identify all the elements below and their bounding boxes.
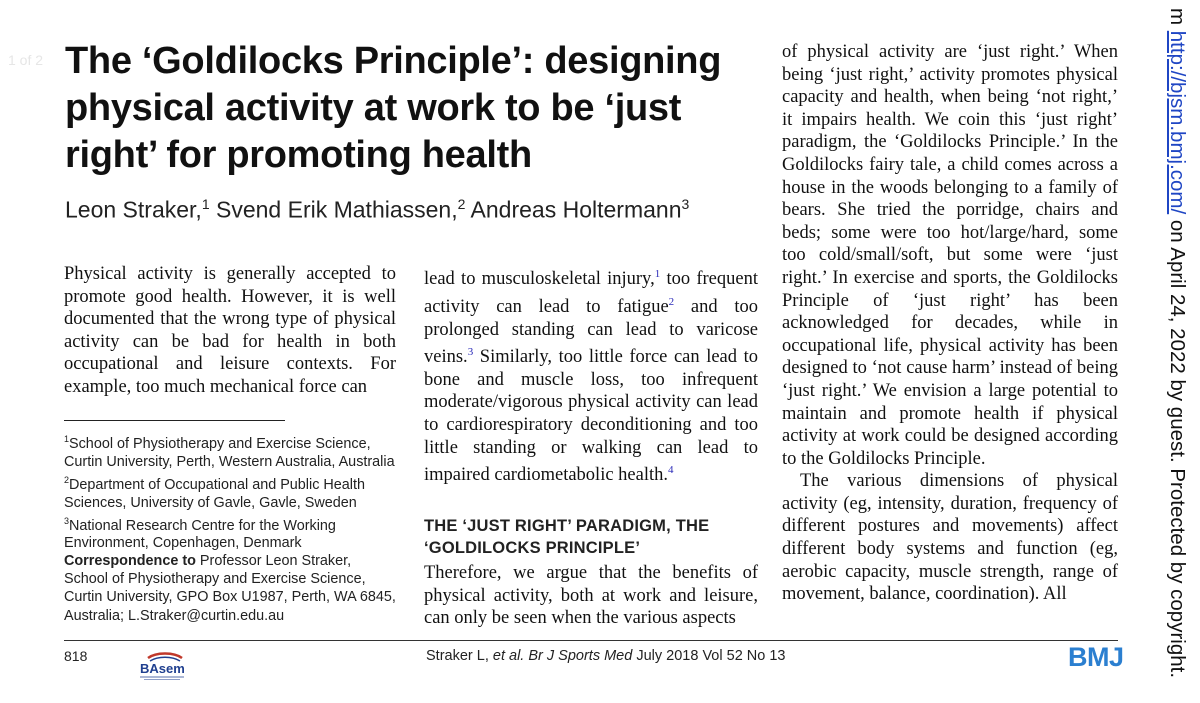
body-paragraph: The various dimensions of physical activity (eg, intensity, duration, frequency of different postures and movements) affect different body systems and function (eg, aerobic capacity, muscle strength, range of movement, balance, coordination). All [782,471,1118,605]
side-copyright-notice [1164,8,1190,679]
bmj-logo: BMJ [1068,642,1124,672]
text-segment: and too prolonged standing can lead to varicose veins. [424,296,758,368]
affiliation-divider [64,420,285,421]
correspondence-label: Correspondence to [64,553,196,569]
affiliation-item [64,512,399,553]
page-indicator: 1 of 2 [8,52,44,68]
body-paragraph: Physical activity is generally accepted to promote good health. However, it is well documented that the wrong type of physical activity can be bad for health in both occupational and leisure contexts. For example, too much mechanical force can [64,264,396,397]
footer-divider [64,640,1118,641]
reference-link[interactable]: 1 [654,268,661,280]
author-list [65,196,689,224]
text-segment: too frequent activity can lead to fatigue [424,269,758,317]
affiliation-text: School of Physiotherapy and Exercise Science, Curtin University, Perth, Western Australia, Australia [64,435,395,470]
reference-link[interactable]: 2 [668,295,675,308]
author-name: Leon Straker, [65,196,202,223]
body-paragraph: Therefore, we argue that the benefits of physical activity, both at work and leisure, can only be seen when the various aspects [424,563,758,629]
author-affiliation-ref: 1 [201,196,210,212]
affiliations [64,430,399,552]
journal-citation [426,648,785,664]
article-title: The ‘Goldilocks Principle’: designing physical activity at work to be ‘just right’ for promoting health [65,40,722,176]
author-affiliation-ref: 3 [681,196,690,212]
body-column-2 [424,263,758,487]
basem-logo [134,652,190,682]
reference-link[interactable]: 4 [668,464,674,477]
basem-logo-text: BAsem [140,661,185,676]
body-column-1 [64,263,396,399]
body-column-3 [782,41,1118,606]
section-body [424,562,758,630]
affiliation-number: 3 [64,515,70,526]
citation-journal: et al. Br J Sports Med [492,648,633,664]
reference-link[interactable]: 3 [467,346,474,359]
citation-issue: July 2018 Vol 52 No 13 [632,648,786,664]
text-segment: lead to musculoskeletal injury, [424,269,655,290]
author-name: Svend Erik Mathiassen, [216,196,458,223]
side-notice-prefix: m [1166,8,1189,31]
journal-url-link[interactable]: http://bjsm.bmj.com/ [1166,30,1189,215]
author-affiliation-ref: 2 [457,196,466,212]
affiliation-text: National Research Centre for the Working Environment, Copenhagen, Denmark [64,517,336,552]
affiliation-number: 2 [64,474,70,485]
section-heading: THE ‘JUST RIGHT’ PARADIGM, THE ‘GOLDILOCKS PRINCIPLE’ [424,517,710,557]
citation-authors: Straker L, [426,648,493,664]
affiliation-item [64,471,399,512]
page-number: 818 [64,648,88,664]
correspondence-block [64,552,399,625]
correspondence-text: Professor Leon Straker, School of Physiotherapy and Exercise Science, Curtin University, GPO Box U1987, Perth, WA 6845, Australia; L.Straker@curtin.edu.au [64,553,396,624]
body-paragraph: of physical activity are ‘just right.’ When being ‘just right,’ activity promotes physical capacity and health, when being ‘not right,’ it impairs health. We coin this ‘just right’ paradigm, the ‘Goldilocks Principle.’ In the Goldilocks fairy tale, a child comes across a house in the woods belonging to a family of bears. She tried the porridge, chairs and beds; some were too hot/large/hard, some too cold/small/soft, but some were ‘just right.’ In exercise and sports, the Goldilocks Principle of ‘just right’ has been acknowledged for decades, while in occupational life, physical activity has been designed to ‘not cause harm’ instead of being ‘just right.’ We envision a large potential to maintain and promote health if physical activity at work could be designed according to the Goldilocks Principle. [782,42,1118,469]
affiliation-number: 1 [64,434,70,444]
side-notice-text: on April 24, 2022 by guest. Protected by copyright. [1166,214,1189,679]
body-paragraph [424,263,758,487]
text-segment: Similarly, too little force can lead to bone and muscle loss, too infrequent moderate/vigorous physical activity can lead to cardiorespiratory deconditioning and too little standing or walking can lead to impaired cardiometabolic health. [424,347,758,486]
affiliation-item [64,430,399,471]
author-name: Andreas Holtermann [470,196,682,223]
affiliation-text: Department of Occupational and Public Health Sciences, University of Gavle, Gavle, Sweden [64,476,365,511]
